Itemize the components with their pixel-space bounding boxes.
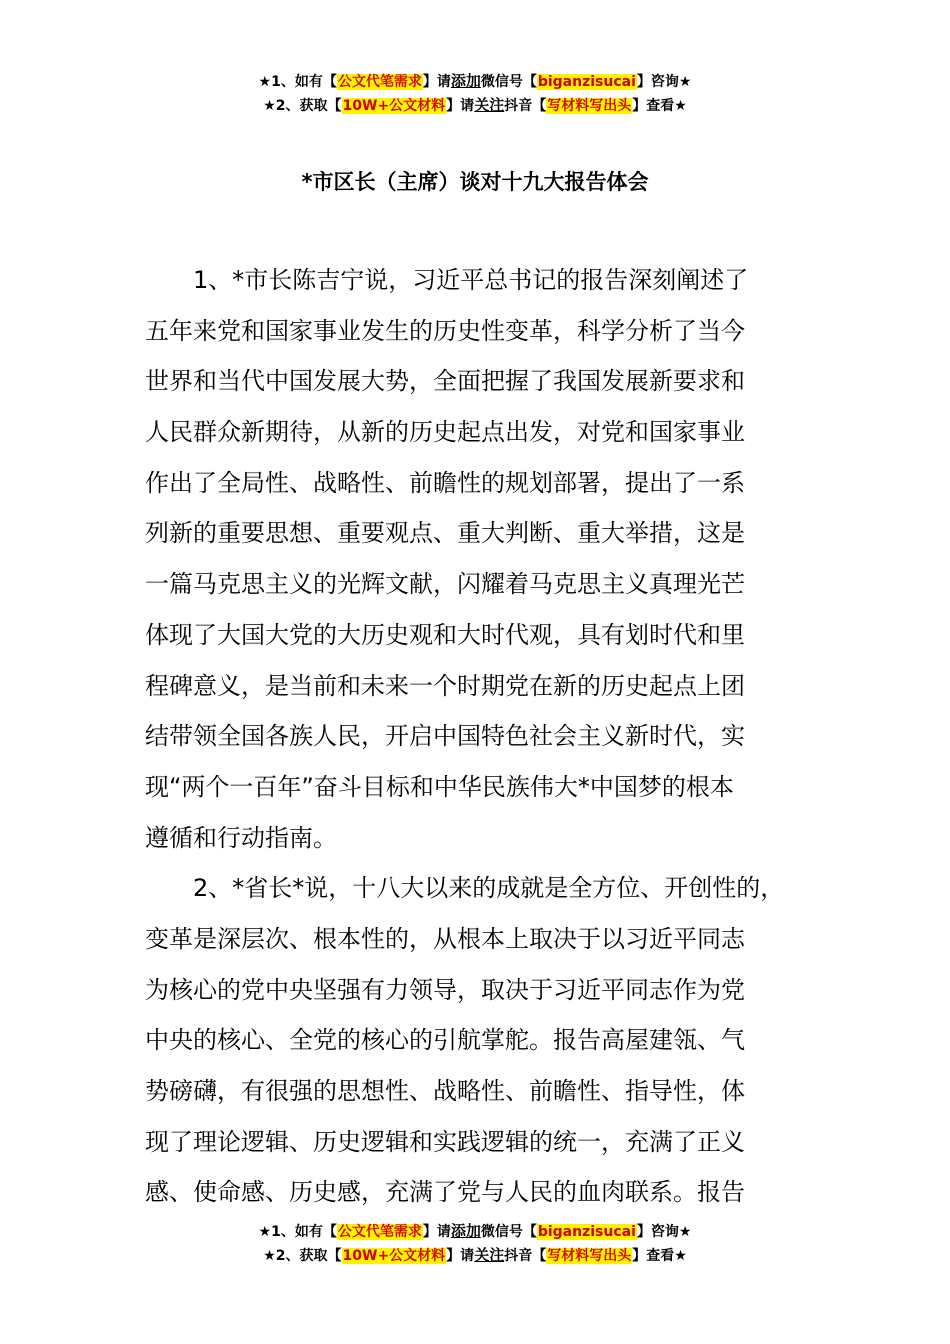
body-line: 感、使命感、历史感，充满了党与人民的血肉联系。报告: [145, 1178, 745, 1207]
body-line: 一篇马克思主义的光辉文献，闪耀着马克思主义真理光芒: [145, 570, 745, 599]
footer-promo-banner: [0, 1219, 950, 1267]
promo-douyin-id: 写材料写出头: [547, 98, 632, 114]
promo-text: 微信号【: [480, 1224, 537, 1240]
promo-text: ★2、获取【: [263, 1248, 342, 1264]
body-line: 中央的核心、全党的核心的引航掌舵。报告高屋建瓴、气: [145, 1026, 745, 1055]
promo-text: 】查看★: [632, 1248, 687, 1264]
promo-emphasis: 关注: [474, 96, 505, 114]
body-line: 体现了大国大党的大历史观和大时代观，具有划时代和里: [145, 620, 745, 649]
promo-highlight: 公文代笔需求: [337, 74, 422, 90]
promo-wechat-id: biganzisucai: [537, 74, 636, 90]
body-line: 现了理论逻辑、历史逻辑和实践逻辑的统一，充满了正义: [145, 1127, 745, 1156]
promo-text: 】请: [422, 74, 451, 90]
header-promo-banner: [0, 69, 950, 117]
body-line: 遵循和行动指南。: [145, 823, 337, 852]
body-line: 程碑意义，是当前和未来一个时期党在新的历史起点上团: [145, 671, 745, 700]
body-line: 人民群众新期待，从新的历史起点出发，对党和国家事业: [145, 418, 745, 447]
promo-highlight: 10W+公文材料: [342, 1248, 446, 1264]
body-line: 势磅礴，有很强的思想性、战略性、前瞻性、指导性，体: [145, 1077, 745, 1105]
promo-text: ★1、如有【: [258, 1224, 337, 1240]
body-line: 结带领全国各族人民，开启中国特色社会主义新时代，实: [145, 722, 745, 751]
body-line: 1、*市长陈吉宁说，习近平总书记的报告深刻阐述了: [193, 266, 749, 294]
document-title: *市区长（主席）谈对十九大报告体会: [301, 170, 649, 194]
body-line: 为核心的党中央坚强有力领导，取决于习近平同志作为党: [145, 975, 745, 1004]
promo-text: 】咨询★: [636, 1224, 692, 1240]
promo-text: 】咨询★: [636, 74, 692, 90]
promo-line-1: [0, 1219, 950, 1243]
body-line: 世界和当代中国发展大势，全面把握了我国发展新要求和: [145, 367, 745, 396]
promo-text: 抖音【: [504, 98, 547, 114]
promo-highlight: 公文代笔需求: [337, 1224, 422, 1240]
body-line: 2、*省长*说，十八大以来的成就是全方位、开创性的，: [193, 874, 785, 903]
promo-text: 】请: [446, 1248, 475, 1264]
promo-emphasis: 添加: [450, 72, 481, 90]
promo-text: 微信号【: [480, 74, 537, 90]
promo-wechat-id: biganzisucai: [537, 1224, 636, 1240]
body-line: 列新的重要思想、重要观点、重大判断、重大举措，这是: [145, 519, 745, 548]
promo-highlight: 10W+公文材料: [342, 98, 446, 114]
promo-emphasis: 关注: [474, 1246, 505, 1264]
promo-text: ★1、如有【: [258, 74, 337, 90]
body-line: 变革是深层次、根本性的，从根本上取决于以习近平同志: [145, 924, 745, 953]
promo-text: ★2、获取【: [263, 98, 342, 114]
promo-text: 】请: [446, 98, 475, 114]
promo-douyin-id: 写材料写出头: [547, 1248, 632, 1264]
promo-line-2: [0, 1243, 950, 1267]
promo-emphasis: 添加: [450, 1222, 481, 1240]
promo-text: 】查看★: [632, 98, 687, 114]
promo-line-2: [0, 93, 950, 117]
promo-text: 抖音【: [504, 1248, 547, 1264]
promo-text: 】请: [422, 1224, 451, 1240]
body-line: 作出了全局性、战略性、前瞻性的规划部署，提出了一系: [145, 468, 745, 497]
document-body: [145, 255, 845, 1218]
body-line: 现“两个一百年”奋斗目标和中华民族伟大*中国梦的根本: [145, 772, 734, 801]
promo-line-1: [0, 69, 950, 93]
body-line: 五年来党和国家事业发生的历史性变革，科学分析了当今: [145, 316, 745, 345]
